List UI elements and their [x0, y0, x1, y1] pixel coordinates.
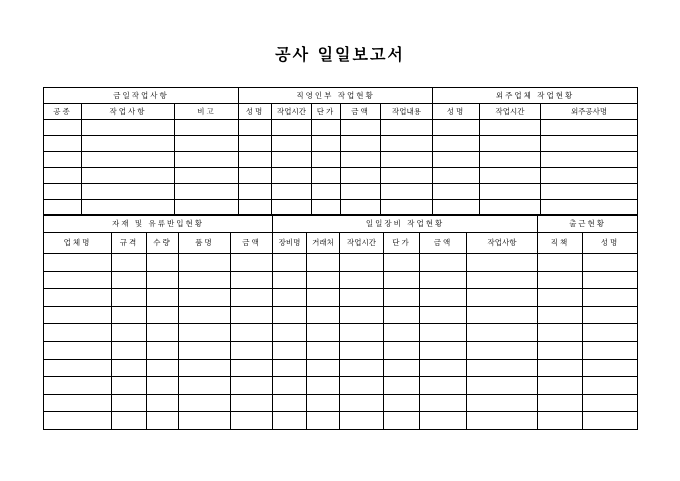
blank-cell[interactable]	[583, 254, 638, 272]
blank-cell[interactable]	[231, 254, 273, 272]
blank-cell[interactable]	[179, 359, 231, 377]
col-header: 금액	[420, 233, 467, 254]
blank-cell[interactable]	[384, 377, 420, 395]
blank-cell[interactable]	[44, 359, 112, 377]
col-header: 장비명	[273, 233, 307, 254]
blank-cell[interactable]	[433, 136, 480, 152]
col-header: 작업시간	[272, 104, 312, 120]
blank-cell[interactable]	[312, 120, 341, 136]
blank-cell[interactable]	[231, 341, 273, 359]
blank-cell[interactable]	[272, 152, 312, 168]
group-header-attendance: 출근현황	[538, 215, 638, 233]
blank-cell[interactable]	[420, 289, 467, 307]
blank-cell[interactable]	[273, 341, 307, 359]
blank-cell[interactable]	[538, 359, 583, 377]
blank-cell[interactable]	[381, 120, 433, 136]
col-header: 거래처	[307, 233, 340, 254]
blank-cell[interactable]	[112, 377, 147, 395]
blank-cell[interactable]	[467, 359, 538, 377]
blank-cell[interactable]	[583, 271, 638, 289]
col-header: 성명	[583, 233, 638, 254]
blank-cell[interactable]	[44, 136, 82, 152]
blank-cell[interactable]	[147, 289, 179, 307]
blank-cell[interactable]	[538, 289, 583, 307]
blank-cell[interactable]	[420, 341, 467, 359]
page-title: 공사 일일보고서	[275, 45, 405, 64]
blank-cell[interactable]	[583, 289, 638, 307]
blank-cell[interactable]	[340, 254, 384, 272]
daily-work-rows	[44, 120, 638, 216]
col-header: 금액	[231, 233, 273, 254]
blank-cell[interactable]	[231, 271, 273, 289]
blank-cell[interactable]	[467, 289, 538, 307]
table-row	[44, 359, 638, 377]
blank-cell[interactable]	[175, 136, 239, 152]
col-header: 직책	[538, 233, 583, 254]
blank-cell[interactable]	[538, 377, 583, 395]
blank-cell[interactable]	[384, 271, 420, 289]
blank-cell[interactable]	[272, 120, 312, 136]
blank-cell[interactable]	[480, 136, 541, 152]
blank-cell[interactable]	[583, 377, 638, 395]
blank-cell[interactable]	[384, 394, 420, 412]
blank-cell[interactable]	[273, 324, 307, 342]
blank-cell[interactable]	[44, 324, 112, 342]
blank-cell[interactable]	[467, 377, 538, 395]
table-row	[44, 184, 638, 200]
col-header: 작업사항	[467, 233, 538, 254]
blank-cell[interactable]	[112, 324, 147, 342]
blank-cell[interactable]	[340, 377, 384, 395]
blank-cell[interactable]	[307, 394, 340, 412]
blank-cell[interactable]	[44, 271, 112, 289]
blank-cell[interactable]	[384, 289, 420, 307]
blank-cell[interactable]	[112, 306, 147, 324]
blank-cell[interactable]	[44, 152, 82, 168]
blank-cell[interactable]	[312, 184, 341, 200]
blank-cell[interactable]	[239, 152, 272, 168]
blank-cell[interactable]	[384, 306, 420, 324]
blank-cell[interactable]	[538, 324, 583, 342]
blank-cell[interactable]	[179, 271, 231, 289]
blank-cell[interactable]	[467, 271, 538, 289]
blank-cell[interactable]	[433, 152, 480, 168]
blank-cell[interactable]	[44, 120, 82, 136]
table-row	[44, 377, 638, 395]
blank-cell[interactable]	[340, 289, 384, 307]
col-header: 작업시간	[480, 104, 541, 120]
blank-cell[interactable]	[381, 168, 433, 184]
blank-cell[interactable]	[420, 359, 467, 377]
blank-cell[interactable]	[44, 412, 112, 430]
blank-cell[interactable]	[231, 289, 273, 307]
blank-cell[interactable]	[273, 394, 307, 412]
col-header: 단가	[384, 233, 420, 254]
blank-cell[interactable]	[179, 289, 231, 307]
blank-cell[interactable]	[273, 271, 307, 289]
col-header: 성명	[239, 104, 272, 120]
blank-cell[interactable]	[44, 394, 112, 412]
col-header: 품명	[179, 233, 231, 254]
blank-cell[interactable]	[147, 359, 179, 377]
blank-cell[interactable]	[467, 412, 538, 430]
blank-cell[interactable]	[82, 136, 175, 152]
table-row	[44, 306, 638, 324]
blank-cell[interactable]	[467, 306, 538, 324]
blank-cell[interactable]	[147, 412, 179, 430]
blank-cell[interactable]	[384, 412, 420, 430]
blank-cell[interactable]	[541, 184, 638, 200]
blank-cell[interactable]	[420, 324, 467, 342]
blank-cell[interactable]	[480, 184, 541, 200]
blank-cell[interactable]	[384, 254, 420, 272]
col-header: 작업시간	[340, 233, 384, 254]
blank-cell[interactable]	[538, 394, 583, 412]
blank-cell[interactable]	[44, 341, 112, 359]
materials-equipment-table	[43, 214, 638, 430]
table-row	[44, 394, 638, 412]
blank-cell[interactable]	[175, 152, 239, 168]
col-header: 외주공사명	[541, 104, 638, 120]
blank-cell[interactable]	[307, 359, 340, 377]
blank-cell[interactable]	[231, 377, 273, 395]
blank-cell[interactable]	[583, 306, 638, 324]
blank-cell[interactable]	[82, 184, 175, 200]
blank-cell[interactable]	[420, 412, 467, 430]
blank-cell[interactable]	[307, 306, 340, 324]
blank-cell[interactable]	[541, 136, 638, 152]
blank-cell[interactable]	[538, 271, 583, 289]
col-header: 작업사항	[82, 104, 175, 120]
blank-cell[interactable]	[44, 168, 82, 184]
blank-cell[interactable]	[231, 324, 273, 342]
table-row	[44, 152, 638, 168]
table-row	[44, 271, 638, 289]
col-header: 성명	[433, 104, 480, 120]
col-header: 작업내용	[381, 104, 433, 120]
blank-cell[interactable]	[312, 152, 341, 168]
blank-cell[interactable]	[583, 394, 638, 412]
blank-cell[interactable]	[112, 341, 147, 359]
blank-cell[interactable]	[341, 152, 381, 168]
blank-cell[interactable]	[147, 341, 179, 359]
blank-cell[interactable]	[307, 254, 340, 272]
blank-cell[interactable]	[312, 168, 341, 184]
blank-cell[interactable]	[541, 168, 638, 184]
blank-cell[interactable]	[480, 168, 541, 184]
col-header: 규격	[112, 233, 147, 254]
blank-cell[interactable]	[467, 394, 538, 412]
blank-cell[interactable]	[384, 341, 420, 359]
blank-cell[interactable]	[273, 306, 307, 324]
blank-cell[interactable]	[307, 412, 340, 430]
blank-cell[interactable]	[541, 120, 638, 136]
blank-cell[interactable]	[340, 341, 384, 359]
blank-cell[interactable]	[147, 377, 179, 395]
group-header-direct-labor: 직영인부 작업현황	[239, 88, 433, 104]
blank-cell[interactable]	[307, 341, 340, 359]
blank-cell[interactable]	[273, 289, 307, 307]
blank-cell[interactable]	[231, 394, 273, 412]
blank-cell[interactable]	[433, 184, 480, 200]
table-row	[44, 120, 638, 136]
blank-cell[interactable]	[340, 306, 384, 324]
blank-cell[interactable]	[175, 168, 239, 184]
blank-cell[interactable]	[420, 394, 467, 412]
blank-cell[interactable]	[82, 120, 175, 136]
blank-cell[interactable]	[112, 271, 147, 289]
blank-cell[interactable]	[541, 152, 638, 168]
blank-cell[interactable]	[112, 359, 147, 377]
blank-cell[interactable]	[147, 306, 179, 324]
col-header: 공종	[44, 104, 82, 120]
blank-cell[interactable]	[273, 377, 307, 395]
blank-cell[interactable]	[381, 152, 433, 168]
blank-cell[interactable]	[340, 359, 384, 377]
blank-cell[interactable]	[341, 136, 381, 152]
table-row	[44, 341, 638, 359]
blank-cell[interactable]	[272, 184, 312, 200]
blank-cell[interactable]	[272, 136, 312, 152]
blank-cell[interactable]	[179, 394, 231, 412]
col-header: 비고	[175, 104, 239, 120]
blank-cell[interactable]	[112, 254, 147, 272]
table-row	[44, 289, 638, 307]
blank-cell[interactable]	[420, 254, 467, 272]
blank-cell[interactable]	[307, 324, 340, 342]
blank-cell[interactable]	[179, 341, 231, 359]
blank-cell[interactable]	[231, 306, 273, 324]
blank-cell[interactable]	[340, 394, 384, 412]
blank-cell[interactable]	[112, 412, 147, 430]
blank-cell[interactable]	[583, 324, 638, 342]
blank-cell[interactable]	[175, 120, 239, 136]
table-row	[44, 136, 638, 152]
blank-cell[interactable]	[175, 184, 239, 200]
blank-cell[interactable]	[538, 412, 583, 430]
blank-cell[interactable]	[538, 306, 583, 324]
blank-cell[interactable]	[44, 306, 112, 324]
blank-cell[interactable]	[44, 377, 112, 395]
blank-cell[interactable]	[384, 359, 420, 377]
blank-cell[interactable]	[480, 152, 541, 168]
blank-cell[interactable]	[341, 168, 381, 184]
blank-cell[interactable]	[239, 136, 272, 152]
blank-cell[interactable]	[44, 289, 112, 307]
blank-cell[interactable]	[82, 152, 175, 168]
blank-cell[interactable]	[340, 324, 384, 342]
blank-cell[interactable]	[231, 359, 273, 377]
group-header-materials: 자재 및 유류반입현황	[44, 215, 273, 233]
col-header: 업체명	[44, 233, 112, 254]
blank-cell[interactable]	[583, 412, 638, 430]
blank-cell[interactable]	[420, 306, 467, 324]
blank-cell[interactable]	[467, 341, 538, 359]
blank-cell[interactable]	[433, 168, 480, 184]
blank-cell[interactable]	[340, 412, 384, 430]
col-header: 수량	[147, 233, 179, 254]
col-header: 금액	[341, 104, 381, 120]
blank-cell[interactable]	[44, 184, 82, 200]
blank-cell[interactable]	[239, 184, 272, 200]
blank-cell[interactable]	[307, 377, 340, 395]
blank-cell[interactable]	[179, 377, 231, 395]
blank-cell[interactable]	[239, 120, 272, 136]
blank-cell[interactable]	[273, 359, 307, 377]
table-row	[44, 254, 638, 272]
blank-cell[interactable]	[112, 394, 147, 412]
group-header-equipment: 일일장비 작업현황	[273, 215, 538, 233]
table-row	[44, 168, 638, 184]
group-header-today-work: 금일작업사항	[44, 88, 239, 104]
blank-cell[interactable]	[341, 184, 381, 200]
materials-equipment-rows	[44, 254, 638, 430]
group-header-subcontractor: 외주업체 작업현황	[433, 88, 638, 104]
blank-cell[interactable]	[381, 136, 433, 152]
blank-cell[interactable]	[538, 341, 583, 359]
blank-cell[interactable]	[480, 120, 541, 136]
blank-cell[interactable]	[467, 254, 538, 272]
table-row	[44, 412, 638, 430]
blank-cell[interactable]	[307, 289, 340, 307]
blank-cell[interactable]	[538, 254, 583, 272]
blank-cell[interactable]	[467, 324, 538, 342]
table-row	[44, 324, 638, 342]
blank-cell[interactable]	[384, 324, 420, 342]
blank-cell[interactable]	[147, 394, 179, 412]
blank-cell[interactable]	[179, 254, 231, 272]
blank-cell[interactable]	[273, 254, 307, 272]
blank-cell[interactable]	[312, 136, 341, 152]
blank-cell[interactable]	[420, 377, 467, 395]
blank-cell[interactable]	[112, 289, 147, 307]
blank-cell[interactable]	[82, 168, 175, 184]
blank-cell[interactable]	[147, 254, 179, 272]
blank-cell[interactable]	[179, 412, 231, 430]
daily-work-table	[43, 87, 638, 216]
blank-cell[interactable]	[420, 271, 467, 289]
col-header: 단가	[312, 104, 341, 120]
blank-cell[interactable]	[381, 184, 433, 200]
blank-cell[interactable]	[307, 271, 340, 289]
blank-cell[interactable]	[179, 324, 231, 342]
blank-cell[interactable]	[239, 168, 272, 184]
blank-cell[interactable]	[179, 306, 231, 324]
blank-cell[interactable]	[147, 324, 179, 342]
blank-cell[interactable]	[341, 120, 381, 136]
blank-cell[interactable]	[272, 168, 312, 184]
blank-cell[interactable]	[147, 271, 179, 289]
blank-cell[interactable]	[583, 341, 638, 359]
blank-cell[interactable]	[44, 254, 112, 272]
blank-cell[interactable]	[231, 412, 273, 430]
blank-cell[interactable]	[583, 359, 638, 377]
blank-cell[interactable]	[273, 412, 307, 430]
blank-cell[interactable]	[433, 120, 480, 136]
blank-cell[interactable]	[340, 271, 384, 289]
